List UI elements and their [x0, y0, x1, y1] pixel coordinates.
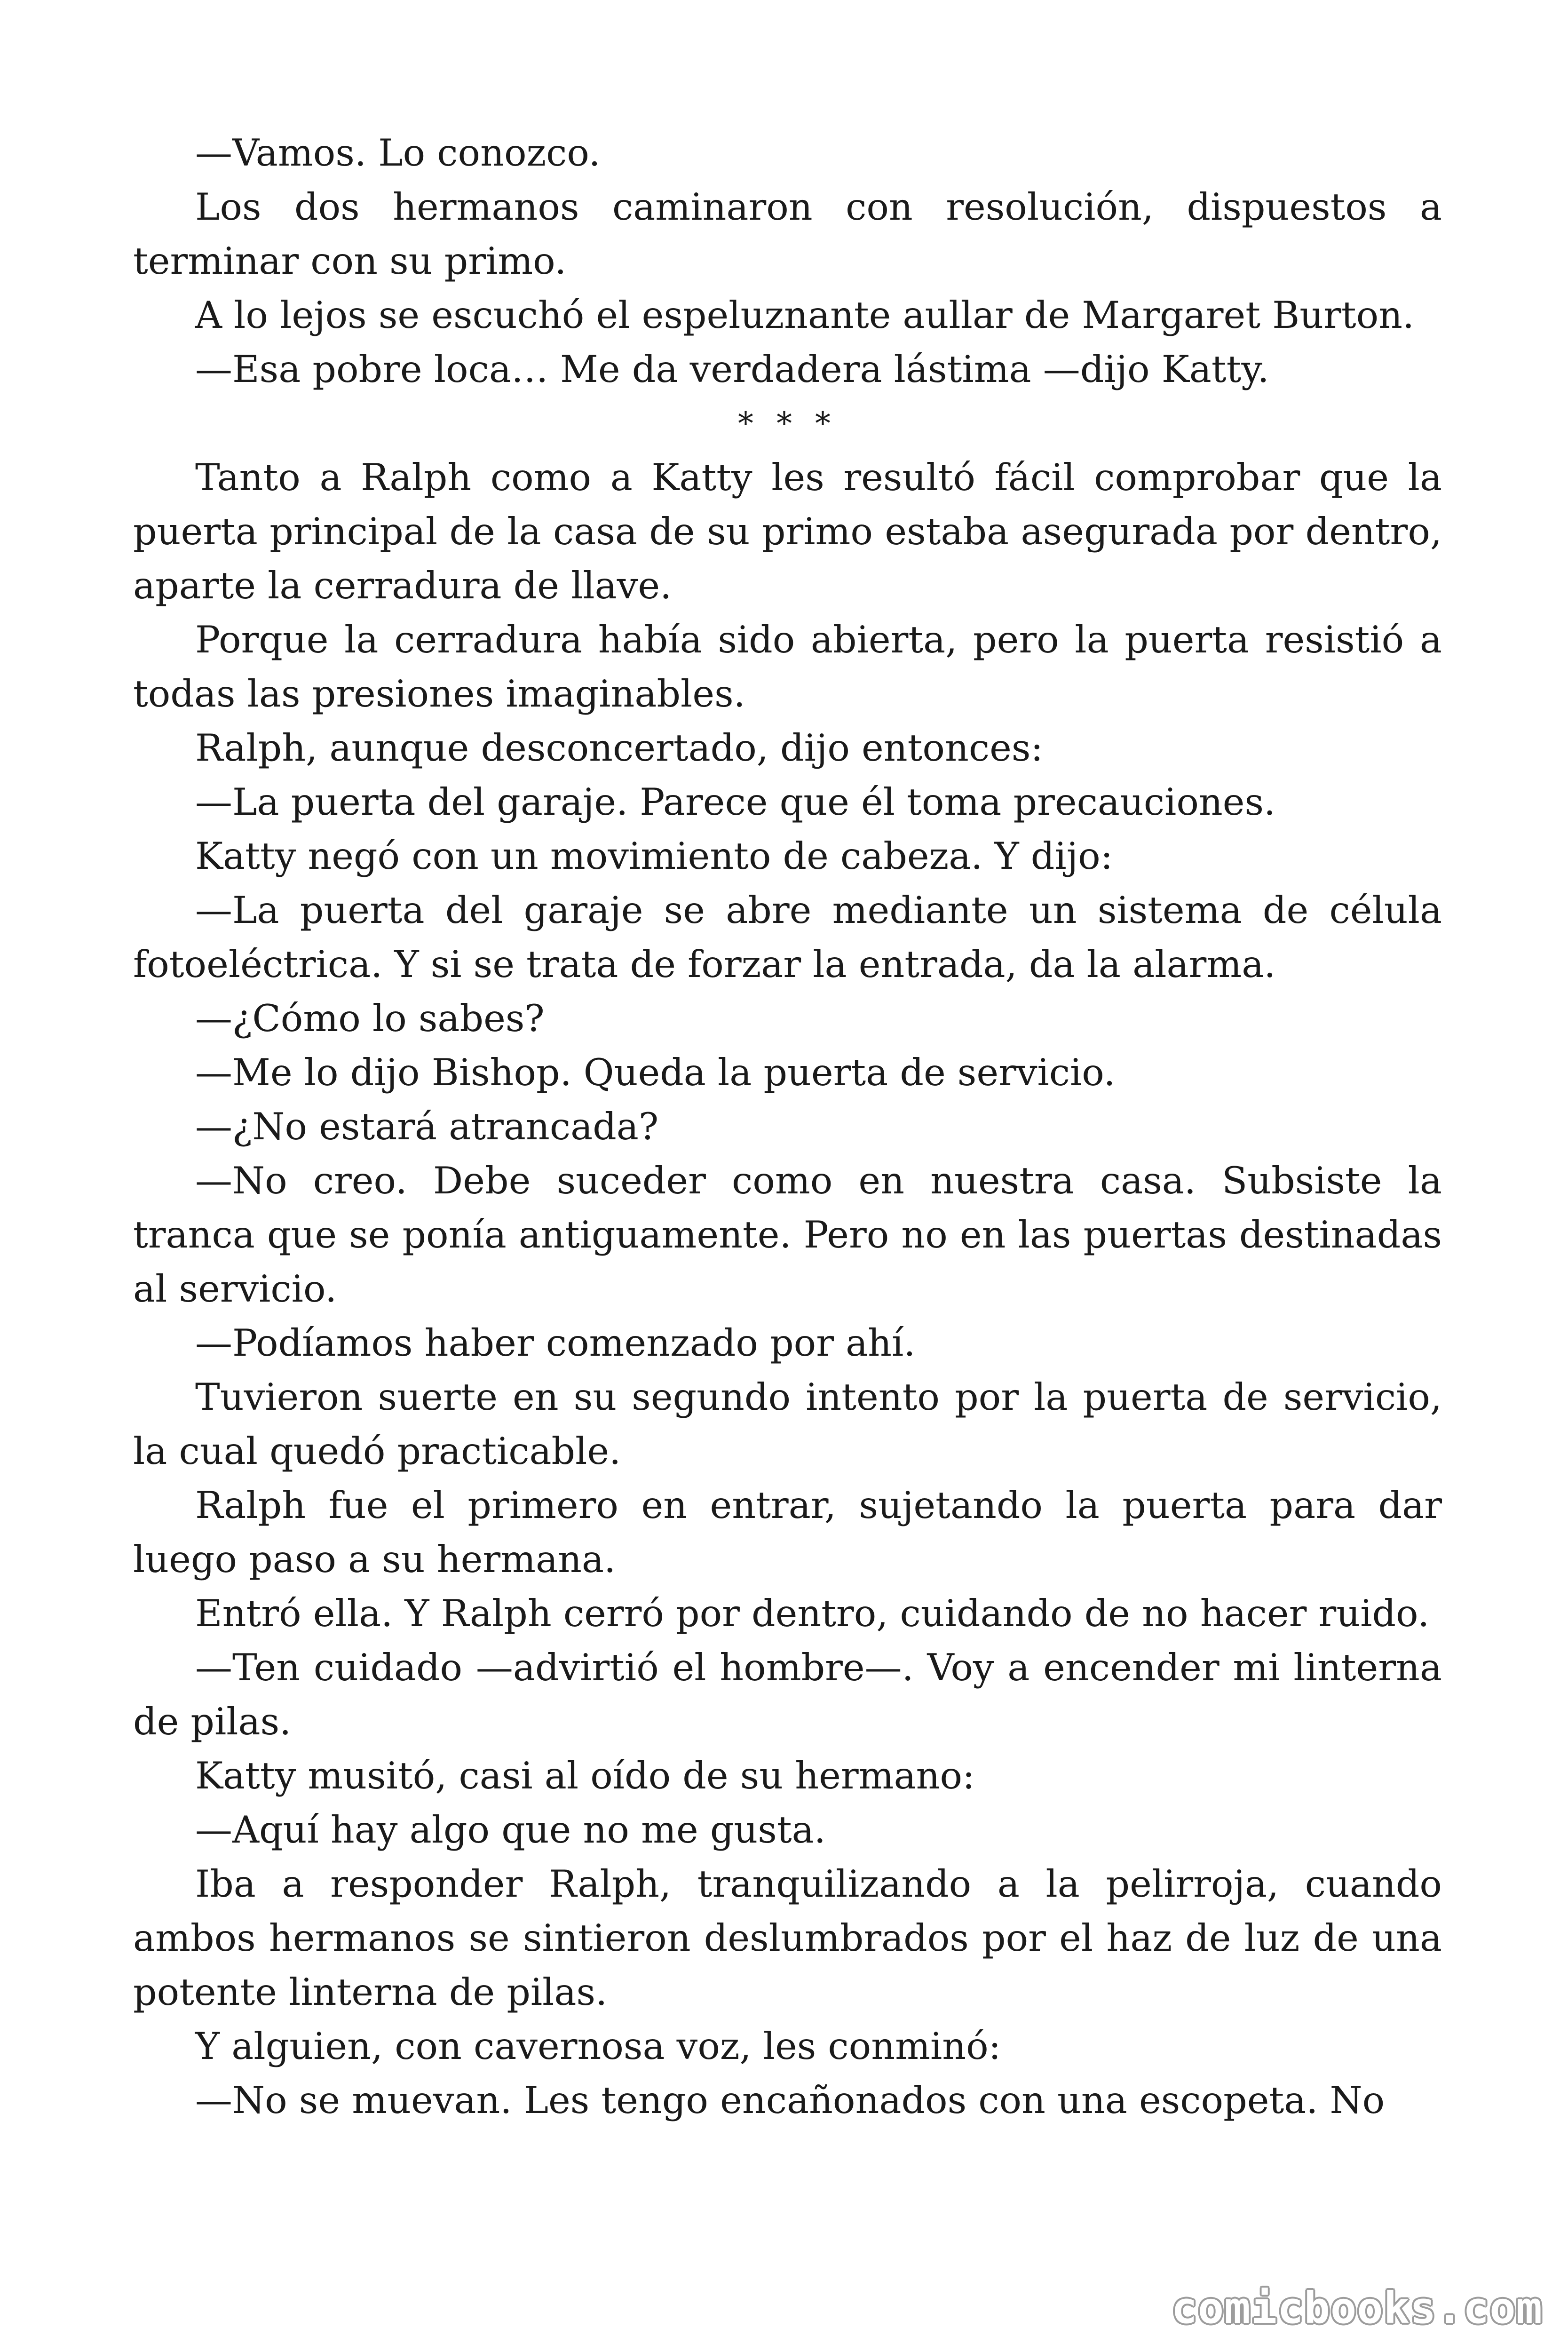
paragraph: —No creo. Debe suceder como en nuestra casa. Subsiste la tranca que se ponía antiguamente. Pero no en las puertas destinadas al servicio.: [133, 1159, 1442, 1311]
watermark-text: comicbooks.com: [1171, 2283, 1543, 2333]
paragraph: —¿No estará atrancada?: [195, 1105, 659, 1148]
paragraph: —¿Cómo lo sabes?: [195, 997, 545, 1040]
paragraph: —Podíamos haber comenzado por ahí.: [195, 1321, 916, 1365]
paragraph: —Esa pobre loca… Me da verdadera lástima —dijo Katty.: [195, 348, 1269, 391]
paragraph: Katty negó con un movimiento de cabeza. Y dijo:: [195, 834, 1113, 878]
paragraph: —Me lo dijo Bishop. Queda la puerta de servicio.: [195, 1051, 1116, 1094]
paragraph: Tanto a Ralph como a Katty les resultó fácil comprobar que la puerta principal de la casa de su primo estaba asegurada por dentro, aparte la cerradura de llave.: [133, 456, 1442, 607]
paragraph: —Ten cuidado —advirtió el hombre—. Voy a encender mi linterna de pilas.: [133, 1646, 1442, 1743]
paragraph: —La puerta del garaje se abre mediante un sistema de célula fotoeléctrica. Y si se trata de forzar la entrada, da la alarma.: [133, 889, 1442, 986]
paragraph: —No se muevan. Les tengo encañonados con una escopeta. No: [195, 2079, 1385, 2122]
paragraph: Porque la cerradura había sido abierta, pero la puerta resistió a todas las presiones imaginables.: [133, 618, 1442, 715]
paragraph: —Aquí hay algo que no me gusta.: [195, 1808, 826, 1851]
paragraph: Iba a responder Ralph, tranquilizando a la pelirroja, cuando ambos hermanos se sintieron deslumbrados por el haz de luz de una potente linterna de pilas.: [133, 1862, 1442, 2014]
paragraph: Y alguien, con cavernosa voz, les conminó:: [195, 2025, 1001, 2068]
paragraph: A lo lejos se escuchó el espeluznante aullar de Margaret Burton.: [195, 294, 1415, 337]
paragraph: Entró ella. Y Ralph cerró por dentro, cuidando de no hacer ruido.: [195, 1592, 1430, 1635]
paragraph: Tuvieron suerte en su segundo intento por la puerta de servicio, la cual quedó practicable.: [133, 1375, 1442, 1473]
paragraph: Ralph, aunque desconcertado, dijo entonces:: [195, 726, 1043, 770]
paragraph: Katty musitó, casi al oído de su hermano:: [195, 1754, 975, 1797]
paragraph: Ralph fue el primero en entrar, sujetando la puerta para dar luego paso a su hermana.: [133, 1484, 1442, 1581]
paragraph: —La puerta del garaje. Parece que él toma precauciones.: [195, 780, 1276, 824]
paragraph: Los dos hermanos caminaron con resolución, dispuestos a terminar con su primo.: [133, 185, 1442, 283]
scene-separator: * * *: [738, 405, 837, 442]
paragraph: —Vamos. Lo conozco.: [195, 131, 601, 175]
text-column: [133, 126, 1442, 2128]
